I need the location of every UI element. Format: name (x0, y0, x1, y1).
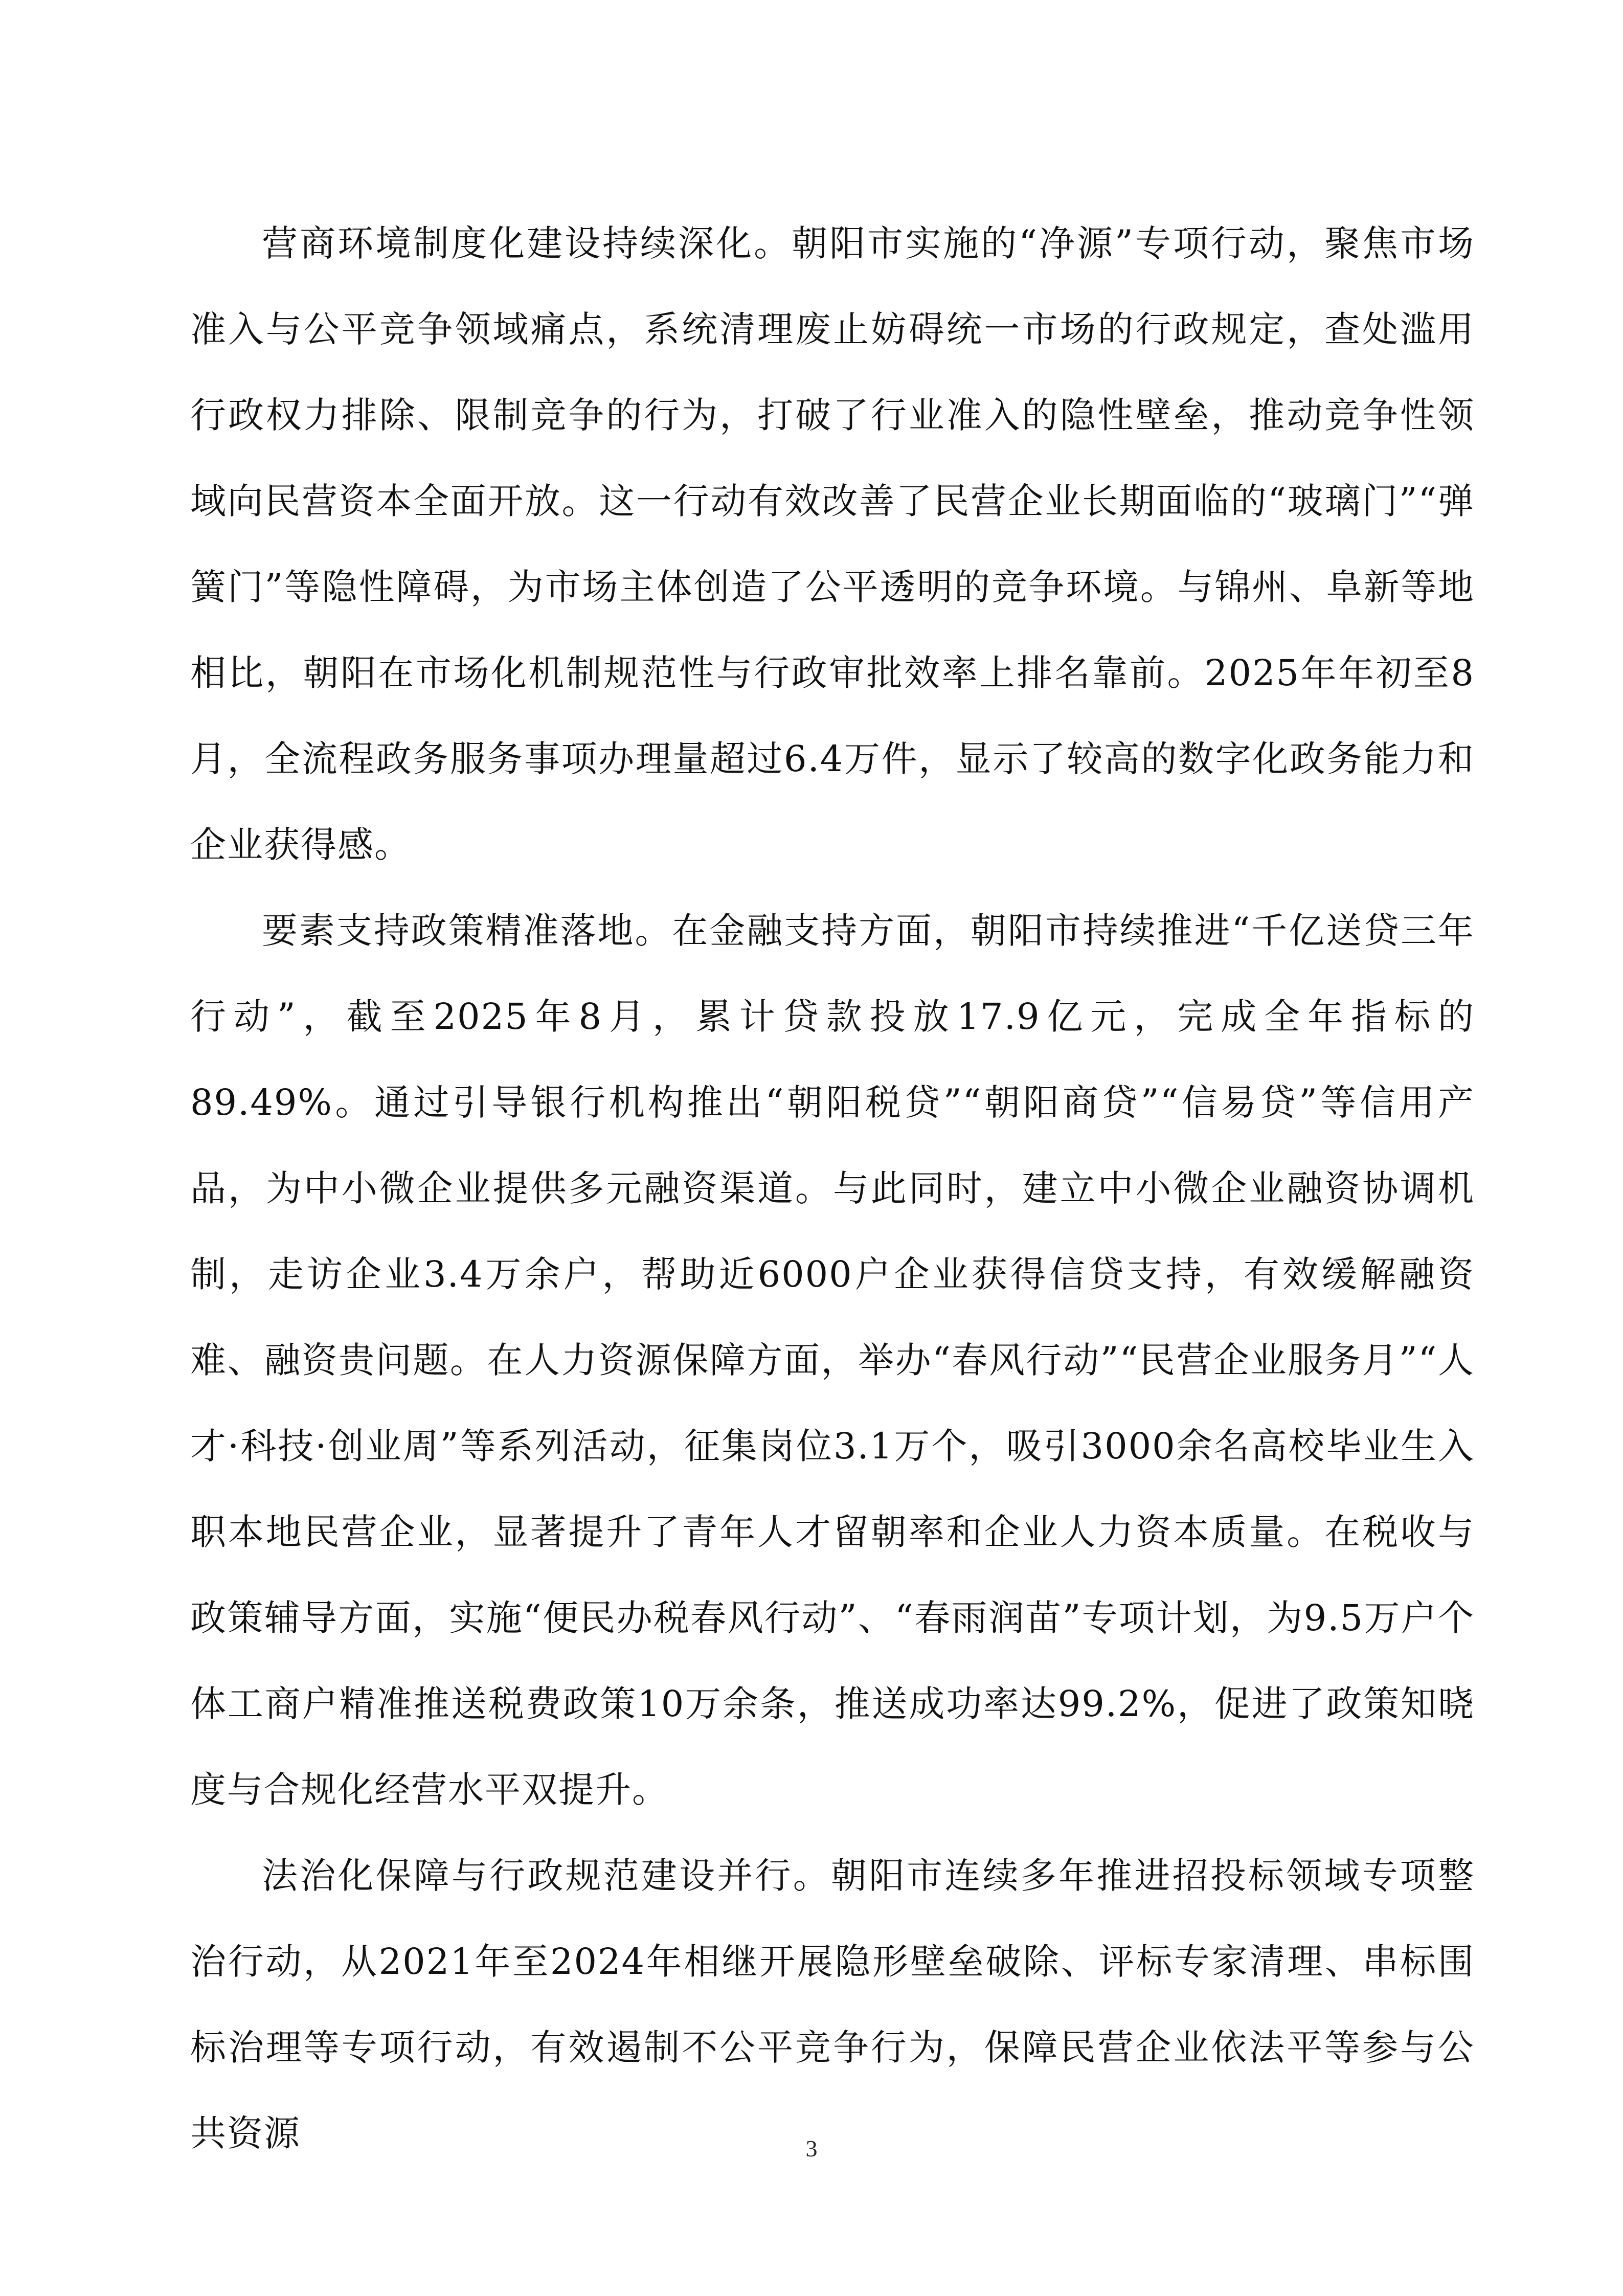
page-number: 3 (805, 2135, 818, 2162)
paragraph-rule-of-law: 法治化保障与行政规范建设并行。朝阳市连续多年推进招投标领域专项整治行动，从2021年至2024年相继开展隐形壁垒破除、评标专家清理、串标围标治理等专项行动，有效遏制不公平竞争行为，保障民营企业依法平等参与公共资源 (190, 1855, 1475, 2154)
paragraph-business-environment: 营商环境制度化建设持续深化。朝阳市实施的“净源”专项行动，聚焦市场准入与公平竞争领域痛点，系统清理废止妨碍统一市场的行政规定，查处滥用行政权力排除、限制竞争的行为，打破了行业准入的隐性壁垒，推动竞争性领域向民营资本全面开放。这一行动有效改善了民营企业长期面临的“玻璃门”“弹簧门”等隐性障碍，为市场主体创造了公平透明的竞争环境。与锦州、阜新等地相比，朝阳在市场化机制规范性与行政审批效率上排名靠前。2025年年初至8月，全流程政务服务事项办理量超过6.4万件，显示了较高的数字化政务能力和企业获得感。 (190, 222, 1475, 866)
document-body (190, 200, 1475, 2176)
paragraph-factor-support: 要素支持政策精准落地。在金融支持方面，朝阳市持续推进“千亿送贷三年行动”，截至2025年8月，累计贷款投放17.9亿元，完成全年指标的89.49%。通过引导银行机构推出“朝阳税贷”“朝阳商贷”“信易贷”等信用产品，为中小微企业提供多元融资渠道。与此同时，建立中小微企业融资协调机制，走访企业3.4万余户，帮助近6000户企业获得信贷支持，有效缓解融资难、融资贵问题。在人力资源保障方面，举办“春风行动”“民营企业服务月”“人才·科技·创业周”等系列活动，征集岗位3.1万个，吸引3000余名高校毕业生入职本地民营企业，显著提升了青年人才留朝率和企业人力资本质量。在税收与政策辅导方面，实施“便民办税春风行动”、“春雨润苗”专项计划，为9.5万户个体工商户精准推送税费政策10万余条，推送成功率达99.2%，促进了政策知晓度与合规化经营水平双提升。 (190, 910, 1475, 1811)
